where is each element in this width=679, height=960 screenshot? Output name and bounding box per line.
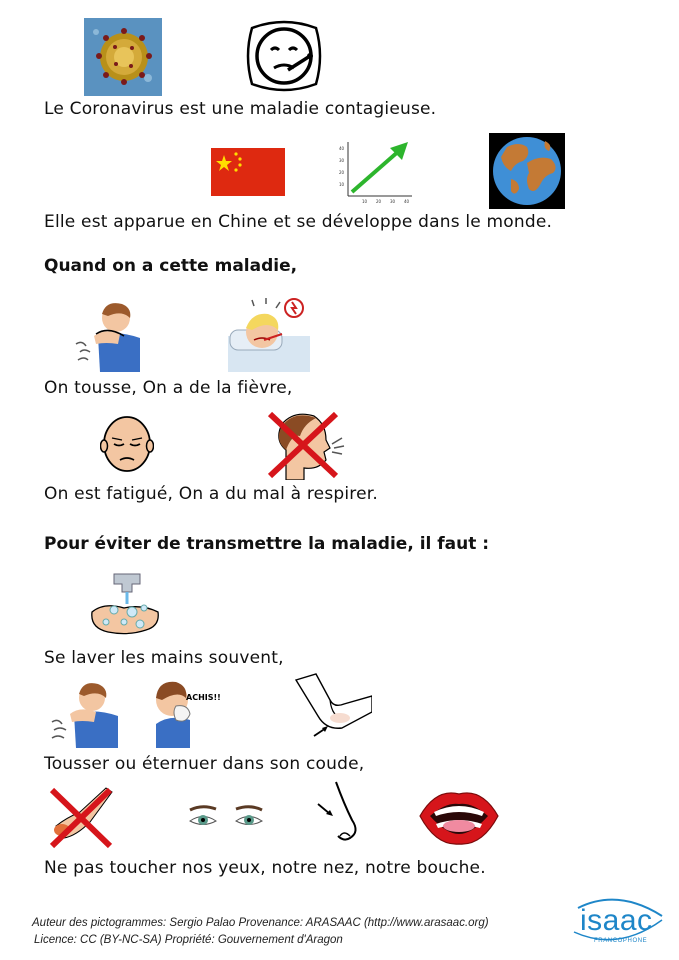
text-line-1: Le Coronavirus est une maladie contagieuse. bbox=[44, 99, 437, 119]
tired-face-icon bbox=[100, 414, 154, 474]
logo-subtitle: FRANCOPHONE bbox=[594, 938, 648, 944]
sick-face-icon bbox=[244, 18, 324, 94]
heading-prevention: Pour éviter de transmettre la maladie, il faut : bbox=[44, 534, 490, 554]
footer-license: Licence: CC (BY-NC-SA) Propriété: Gouvernement d'Aragon bbox=[34, 934, 343, 946]
text-line-5: Se laver les mains souvent, bbox=[44, 648, 284, 668]
china-flag-icon bbox=[211, 148, 285, 196]
chart-tick-y-40: 40 bbox=[339, 146, 345, 151]
text-line-6: Tousser ou éternuer dans son coude, bbox=[44, 754, 365, 774]
text-line-7: Ne pas toucher nos yeux, notre nez, notre bouche. bbox=[44, 858, 486, 878]
hand-washing-icon bbox=[84, 572, 166, 638]
chart-tick-x-20: 20 bbox=[376, 199, 382, 204]
chart-tick-x-10: 10 bbox=[362, 199, 368, 204]
no-breathing-icon bbox=[264, 410, 346, 480]
cough-in-elbow-icon bbox=[48, 678, 120, 748]
sneeze-tissue-icon bbox=[150, 674, 224, 748]
no-touching-face-icon bbox=[46, 782, 118, 852]
text-line-2: Elle est apparue en Chine et se développe dans le monde. bbox=[44, 212, 553, 232]
fever-person-icon bbox=[228, 296, 310, 372]
chart-tick-y-10: 10 bbox=[339, 182, 345, 187]
logo-name: isaac bbox=[580, 904, 653, 937]
text-line-4: On est fatigué, On a du mal à respirer. bbox=[44, 484, 378, 504]
chart-tick-y-20: 20 bbox=[339, 170, 345, 175]
growth-chart-icon bbox=[336, 136, 416, 208]
globe-icon bbox=[489, 133, 565, 209]
coughing-person-icon bbox=[74, 296, 144, 372]
heading-symptoms: Quand on a cette maladie, bbox=[44, 256, 298, 276]
chart-tick-y-30: 30 bbox=[339, 158, 345, 163]
footer-credits: Auteur des pictogrammes: Sergio Palao Provenance: ARASAAC (http://www.arasaac.org) bbox=[32, 917, 489, 929]
mouth-icon bbox=[416, 786, 502, 848]
nose-icon bbox=[314, 780, 372, 850]
eyes-icon bbox=[186, 804, 266, 834]
elbow-icon bbox=[292, 672, 372, 742]
isaac-logo bbox=[568, 896, 668, 950]
sneeze-sound-label: ACHIS!! bbox=[186, 693, 221, 702]
chart-tick-x-40: 40 bbox=[404, 199, 410, 204]
text-line-3: On tousse, On a de la fièvre, bbox=[44, 378, 293, 398]
virus-picture bbox=[84, 18, 162, 96]
chart-tick-x-30: 30 bbox=[390, 199, 396, 204]
